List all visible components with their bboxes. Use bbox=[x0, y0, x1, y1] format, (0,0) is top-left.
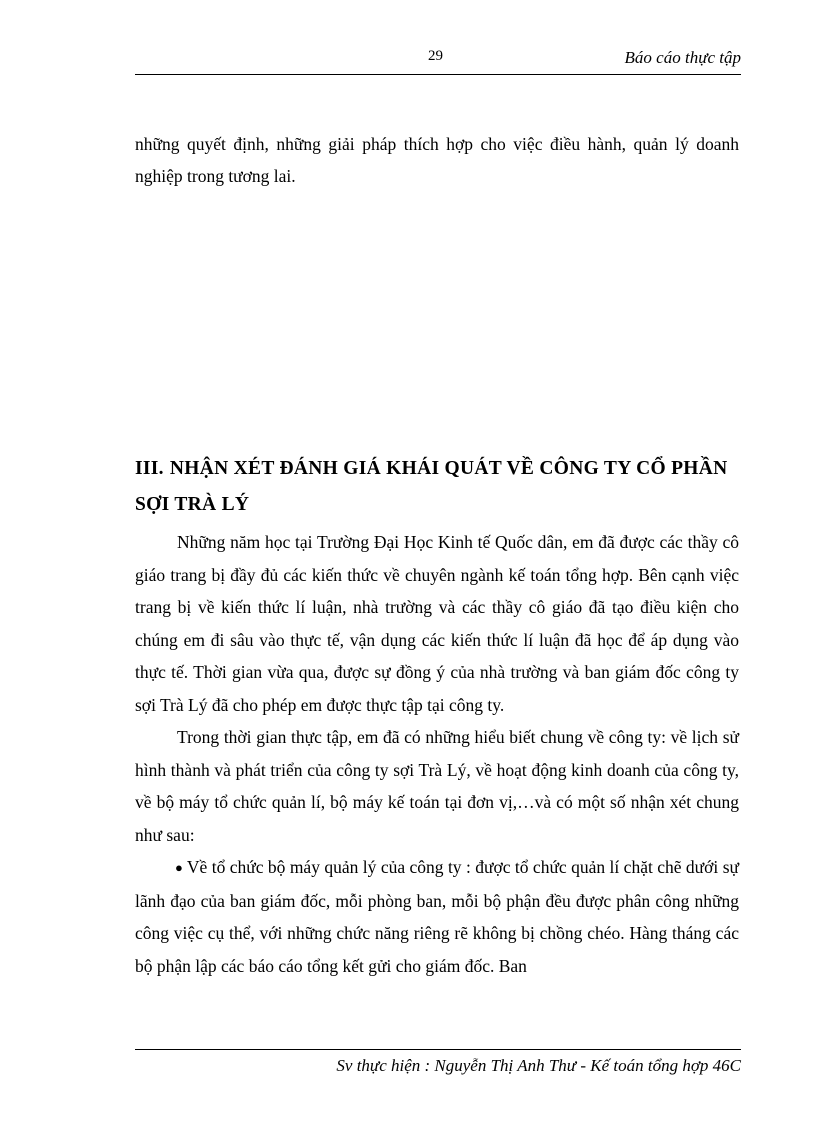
section-body bbox=[135, 526, 739, 982]
page-header bbox=[135, 44, 741, 75]
section-title: NHẬN XÉT ĐÁNH GIÁ KHÁI QUÁT VỀ CÔNG TY CỔ PHẦN SỢI TRÀ LÝ bbox=[135, 458, 728, 515]
page-footer bbox=[135, 1049, 741, 1076]
paragraph: Những năm học tại Trường Đại Học Kinh tế Quốc dân, em đã được các thầy cô giáo trang bị đầy đủ các kiến thức về chuyên ngành kế toán tổng hợp. Bên cạnh việc trang bị về kiến thức lí luận, nhà trường và các thầy cô giáo đã tạo điều kiện cho chúng em đi sâu vào thực tế, vận dụng các kiến thức lí luận đã học để áp dụng vào thực tế. Thời gian vừa qua, được sự đồng ý của nhà trường và ban giám đốc công ty sợi Trà Lý đã cho phép em được thực tập tại công ty. bbox=[135, 532, 739, 715]
bullet-item bbox=[135, 851, 739, 982]
bullet-icon: ● bbox=[175, 860, 183, 875]
section-number: III. bbox=[135, 458, 164, 479]
section-heading bbox=[135, 451, 741, 523]
header-title: Báo cáo thực tập bbox=[624, 48, 741, 67]
bullet-text: Về tổ chức bộ máy quản lý của công ty : được tổ chức quản lí chặt chẽ dưới sự lãnh đạo của ban giám đốc, mỗi phòng ban, mỗi bộ phận đều được phân công những công việc cụ thể, với những chức năng riêng rẽ không bị chồng chéo. Hàng tháng các bộ phận lập các báo cáo tổng kết gửi cho giám đốc. Ban bbox=[135, 857, 739, 976]
footer-text: Sv thực hiện : Nguyễn Thị Anh Thư - Kế toán tổng hợp 46C bbox=[336, 1056, 741, 1075]
page-number: 29 bbox=[428, 48, 443, 64]
intro-paragraph: những quyết định, những giải pháp thích hợp cho việc điều hành, quản lý doanh nghiệp trong tương lai. bbox=[135, 134, 739, 186]
paragraph: Trong thời gian thực tập, em đã có những hiểu biết chung về công ty: về lịch sử hình thành và phát triển của công ty sợi Trà Lý, về hoạt động kinh doanh của công ty, về bộ máy tổ chức quản lí, bộ máy kế toán tại đơn vị,…và có một số nhận xét chung như sau: bbox=[135, 727, 739, 845]
